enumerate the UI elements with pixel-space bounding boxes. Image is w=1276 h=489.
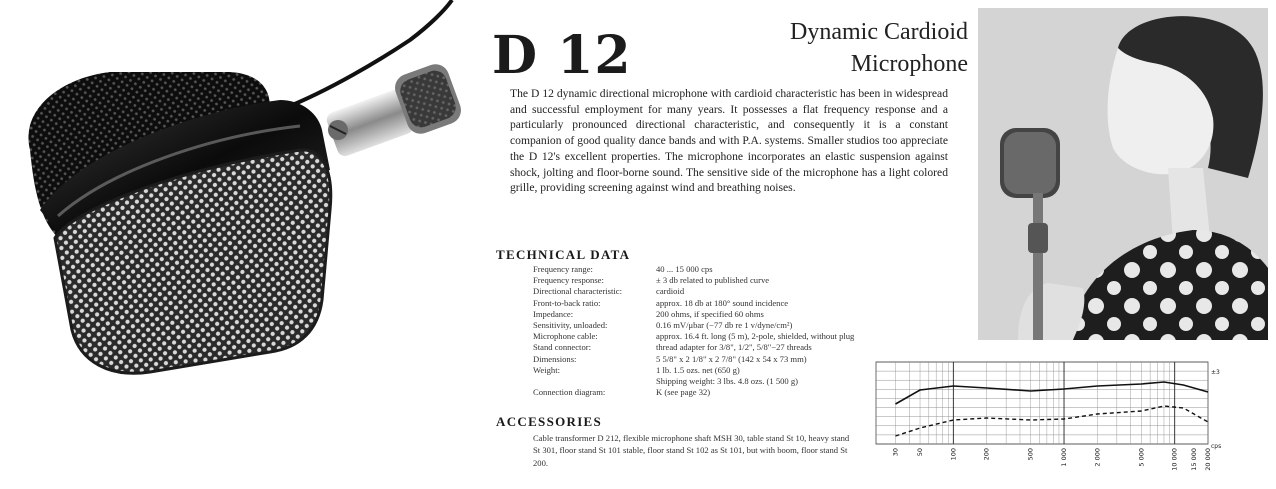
spec-row	[533, 376, 856, 387]
spec-row	[533, 275, 856, 286]
x-tick-label: 1 000	[1060, 448, 1069, 467]
singer-photo	[978, 8, 1268, 340]
spec-row	[533, 309, 856, 320]
spec-row	[533, 354, 856, 365]
spec-value: cardioid	[656, 286, 685, 297]
spec-label: Frequency range:	[533, 264, 593, 274]
spec-value: thread adapter for 3/8", 1/2", 5/8"−27 threads	[656, 342, 812, 353]
spec-row	[533, 286, 856, 297]
intro-paragraph: The D 12 dynamic directional microphone with cardioid characteristic has been in widespread and successful employment for many years. It possesses a flat frequency response and a particularly pronounced directional characteristic, and consequently it is a constant companion of good quality dance bands and with P.A. systems. Smaller studios too appreciate the D 12's excellent properties. The microphone incorporates an elastic suspension against shock, jolting and floor-borne sound. The sensitive side of the microphone has a light colored grille, providing screening against wind and breathing noises.	[510, 87, 948, 195]
accessories-heading: ACCESSORIES	[496, 414, 603, 429]
x-tick-label: 200	[982, 448, 991, 461]
spec-row	[533, 264, 856, 275]
spec-label: Directional characteristic:	[533, 286, 622, 297]
accessories-text: Cable transformer D 212, flexible microphone shaft MSH 30, table stand St 10, heavy stand St 301, floor stand St 101 stable, floor stand St 102 as St 101, but with boom, floor stand St 200.	[533, 433, 850, 468]
spec-label: Frequency response:	[533, 275, 604, 286]
spec-row	[533, 331, 856, 342]
model-title: D 12	[492, 25, 632, 86]
x-tick-label: 2 000	[1093, 448, 1102, 467]
spec-row	[533, 298, 856, 309]
spec-value: 1 lb. 1.5 ozs. net (650 g)	[656, 364, 740, 375]
spec-value: 0.16 mV/μbar (−77 db re 1 v/dyne/cm²)	[656, 320, 793, 331]
page-subtitle	[700, 16, 968, 80]
spec-label: Microphone cable:	[533, 331, 598, 342]
technical-data-heading: TECHNICAL DATA	[496, 247, 631, 262]
spec-value: ± 3 db related to published curve	[656, 275, 770, 286]
subtitle-line-2: Microphone	[850, 51, 968, 77]
frequency-response-graph	[868, 358, 1226, 486]
spec-row	[533, 365, 856, 376]
graph-frame	[876, 362, 1208, 444]
spec-label: Weight:	[533, 364, 560, 375]
x-tick-label: 5 000	[1137, 448, 1146, 467]
unit-label: cps	[1211, 443, 1222, 450]
spec-label: Connection diagram:	[533, 387, 606, 398]
spec-value: approx. 16.4 ft. long (5 m), 2-pole, shielded, without plug	[656, 331, 855, 342]
spec-label: Sensitivity, unloaded:	[533, 320, 608, 331]
spec-label: Dimensions:	[533, 353, 577, 364]
db-label: ±3	[1211, 369, 1220, 376]
spec-label	[533, 376, 656, 387]
spec-label: Impedance:	[533, 308, 574, 319]
front-response-curve	[896, 382, 1209, 404]
spec-value: 5 5/8" x 2 1/8" x 2 7/8" (142 x 54 x 73 mm)	[656, 353, 807, 364]
subtitle-line-1: Dynamic Cardioid	[790, 19, 968, 45]
x-tick-label: 20 000	[1204, 448, 1212, 471]
spec-value: K (see page 32)	[656, 387, 711, 398]
x-tick-label: 100	[949, 448, 958, 461]
rear-response-curve	[896, 406, 1209, 436]
spec-row	[533, 342, 856, 353]
spec-label: Stand connector:	[533, 342, 591, 353]
x-tick-label: 500	[1026, 448, 1035, 461]
x-tick-label: 30	[891, 448, 900, 457]
x-tick-label: 10 000	[1170, 448, 1179, 471]
spec-value: approx. 18 db at 180° sound incidence	[656, 297, 789, 308]
microphone-photo	[0, 0, 470, 489]
spec-row	[533, 320, 856, 331]
spec-value: Shipping weight: 3 lbs. 4.8 ozs. (1 500 g)	[656, 376, 799, 387]
x-tick-label: 50	[916, 448, 925, 457]
spec-value: 200 ohms, if specified 60 ohms	[656, 308, 764, 319]
spec-row	[533, 387, 856, 398]
x-tick-label: 15 000	[1190, 448, 1199, 471]
spec-label: Front-to-back ratio:	[533, 297, 601, 308]
spec-table	[533, 264, 856, 398]
spec-value: 40 ... 15 000 cps	[656, 264, 713, 274]
